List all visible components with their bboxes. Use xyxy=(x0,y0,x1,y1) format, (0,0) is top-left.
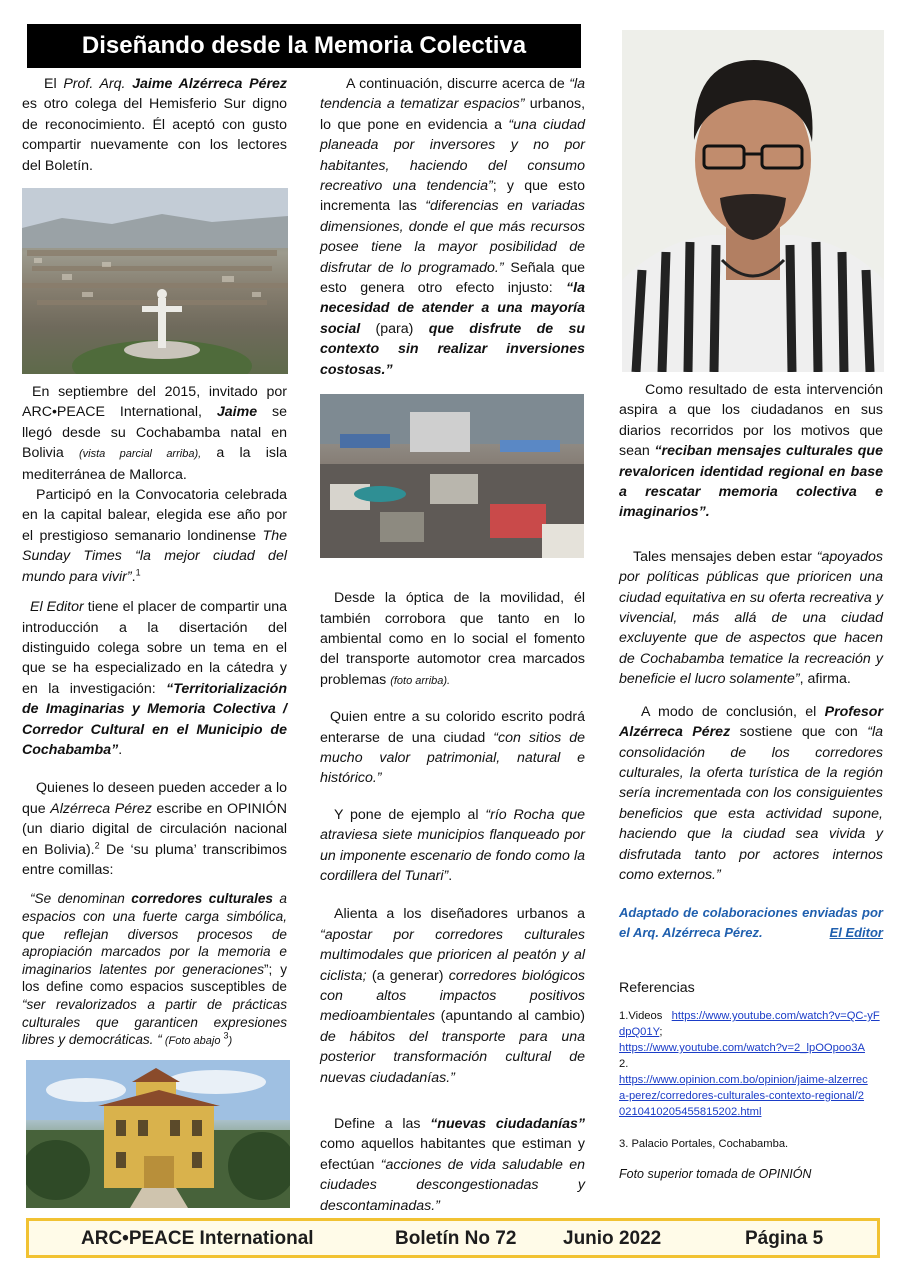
reference-1-link-1[interactable]: https://www.youtube.com/watch?v=QC-yFdpQ01Y xyxy=(619,1010,880,1038)
col2-paragraph-2: Desde la óptica de la movilidad, él también corrobora que tanto en lo ambiental como en lo social el fomento del transporte automotor crea marcados problemas (foto arriba). xyxy=(320,590,585,688)
editor-signature: El Editor xyxy=(829,925,883,941)
col2-paragraph-1: A continuación, discurre acerca de “la tendencia a tematizar espacios” urbanos, lo que pone en evidencia a “una ciudad planeada por inversores y no por habitantes, haciendo del consumo recreativo una tendencia”; y que esto incrementa las “diferencias en variadas dimensiones, donde el que más recursos posee tiene la mayor posibilidad de disfrutar de lo programado.” Señala que esto genera otro efecto injusto: “la necesidad de atender a una mayoría social (para) que disfrute de su contexto sin realizar inversiones costosas.” xyxy=(320,76,586,378)
palace-illustration xyxy=(26,1060,290,1208)
references-heading: Referencias xyxy=(619,980,695,996)
author-portrait-photo xyxy=(622,30,884,372)
col1-paragraph-4: El Editor tiene el placer de compartir una introducción a la disertación del distinguido colega sobre un tema en el que se ha especializado en la cátedra y en la investigación: “Territorialización de Imaginarias y Memoria Colectiva / Corredor Cultural en el Municipio de Cochabamba”. xyxy=(22,599,287,758)
editor-credit: Adaptado de colaboraciones enviadas por el Arq. Alzérreca Pérez. El Editor xyxy=(619,903,883,943)
page-footer xyxy=(26,1218,880,1258)
reference-2-link[interactable]: https://www.opinion.com.bo/opinion/jaime-alzerreca-perez/corredores-culturales-contexto-regional/20210410205455815202.html xyxy=(619,1074,868,1118)
photo-credit: Foto superior tomada de OPINIÓN xyxy=(619,1167,812,1181)
footer-issue: Boletín No 72 xyxy=(395,1228,517,1249)
footer-date: Junio 2022 xyxy=(563,1228,662,1249)
column-1 xyxy=(22,74,287,1051)
col1-paragraph-6: “Se denominan corredores culturales a espacios con una fuerte carga simbólica, que reflejan diversos procesos de apropiación marcados por la memoria e imaginarios latentes por generaciones”; y los define como espacios susceptibles de “ser revalorizados a partir de prácticas culturales que garanticen expresiones libres y democráticas. “ (Foto abajo $^3$) xyxy=(22,891,287,1048)
page-title: Diseñando desde la Memoria Colectiva xyxy=(27,24,581,68)
col1-paragraph-2: En septiembre del 2015, invitado por ARC•PEACE International, Jaime se llegó desde su Cochabamba natal en Bolivia (vista parcial arriba), a la isla mediterránea de Mallorca. xyxy=(22,384,287,483)
references xyxy=(619,980,885,1182)
col2-paragraph-6: Define a las “nuevas ciudadanías” como aquellos habitantes que estiman y efectúan “acciones de vida saludable en ciudades descongestionadas y descontaminadas.” xyxy=(320,1116,585,1214)
footer-org: ARC•PEACE International xyxy=(81,1228,314,1249)
col3-paragraph-2: Tales mensajes deben estar “apoyados por políticas públicas que prioricen una ciudad equitativa en su oferta recreativa y vivencial, más allá de una ciudad excluyente que de aspectos que hacen de Cochabamba tematice la recreación y beneficie el lucro solamente”, afirma. xyxy=(619,548,883,688)
portrait-illustration xyxy=(622,30,884,372)
col1-paragraph-1: El Prof. Arq. Jaime Alzérreca Pérez es otro colega del Hemisferio Sur digno de reconocimiento. Él aceptó con gusto compartir nuevamente con los lectores del Boletín. xyxy=(22,76,287,174)
col1-paragraph-3: Participó en la Convocatoria celebrada en la capital balear, elegida ese año por el prestigioso semanario londinense The Sunday Times “la mejor ciudad del mundo para vivir”.$^1$ xyxy=(22,487,287,585)
reference-1: 1.Videos https://www.youtube.com/watch?v=QC-yFdpQ01Y; https://www.youtube.com/watch?v=2_lpOOpoo3A xyxy=(619,1010,880,1054)
col2-paragraph-4: Y pone de ejemplo al “río Rocha que atraviesa siete municipios flanqueado por un imponente escenario de fondo como la cordillera del Tunari”. xyxy=(320,806,585,884)
column-3 xyxy=(619,380,883,943)
col3-paragraph-1: Como resultado de esta intervención aspira a que los ciudadanos en sus diarios recorridos por los motivos que sean “reciban mensajes culturales que revaloricen identidad regional en base a rescatar memoria colectiva e imaginarios”. xyxy=(619,382,883,521)
column-2 xyxy=(320,74,585,1216)
col3-paragraph-3: A modo de conclusión, el Profesor Alzérreca Pérez sostiene que con “la consolidación de los corredores culturales, la oferta turística de la región sería incrementada con los consiguientes beneficios que esta actividad supone, haciendo que la ciudad sea vivida y disfrutada tanto por actores internos como externos.” xyxy=(619,703,884,883)
reference-2: 2. https://www.opinion.com.bo/opinion/jaime-alzerreca-perez/corredores-culturales-contexto-regional/20210410205455815202.html xyxy=(619,1058,868,1118)
col1-paragraph-5: Quienes lo deseen pueden acceder a lo que Alzérreca Pérez escribe en OPINIÓN (un diario digital de circulación nacional en Bolivia).$^2$ De ‘su pluma’ transcribimos entre comillas: xyxy=(22,780,287,878)
footer-page: Página 5 xyxy=(745,1228,824,1249)
reference-3: 3. Palacio Portales, Cochabamba. xyxy=(619,1138,789,1150)
reference-1-link-2[interactable]: https://www.youtube.com/watch?v=2_lpOOpoo3A xyxy=(619,1042,865,1054)
palacio-portales-photo xyxy=(26,1060,290,1208)
col2-paragraph-5: Alienta a los diseñadores urbanos a “apostar por corredores culturales multimodales que prioricen al peatón y al ciclista; (a generar) corredores biológicos con altos impactos positivos medioambientales (apuntando al cambio) de hábitos del transporte para una posterior transformación cultural de nuevas ciudadanías.” xyxy=(320,906,585,1086)
col2-paragraph-3: Quien entre a su colorido escrito podrá enterarse de una ciudad “con sitios de mucho valor patrimonial, natural e histórico.” xyxy=(320,709,585,787)
